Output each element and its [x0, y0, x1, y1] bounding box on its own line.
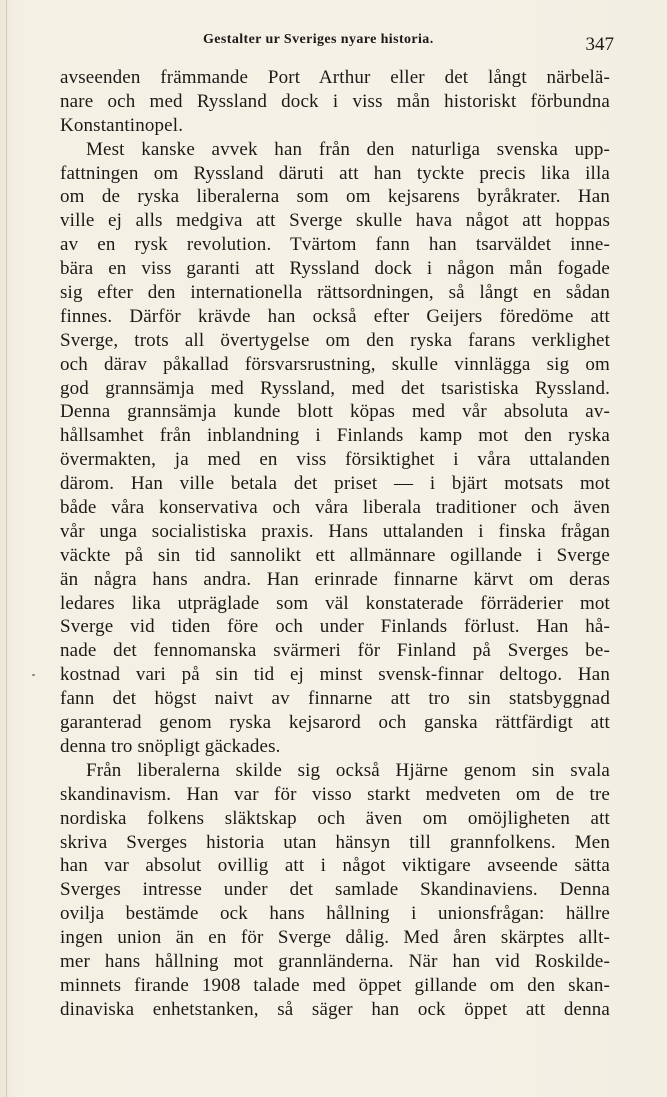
- text-line: ledares lika utpräglade som väl konstaterade förräderier mot: [60, 592, 610, 614]
- text-line: ingen union än en för Sverge dålig. Med åren skärptes allt-: [60, 927, 610, 949]
- text-line: nade det fennomanska svärmeri för Finland på Sverges be-: [60, 640, 610, 662]
- text-line: Mest kanske avvek han från den naturliga svenska upp-: [86, 138, 610, 160]
- page-header: [60, 28, 618, 58]
- text-line: minnets firande 1908 talade med öppet gillande om den skan-: [60, 974, 610, 996]
- running-title: Gestalter ur Sveriges nyare historia.: [203, 32, 434, 47]
- body-text: [60, 66, 610, 1022]
- paper-speck: [32, 674, 35, 676]
- text-line: ville ej alls medgiva att Sverge skulle hava något att hoppas: [60, 210, 610, 232]
- text-line: Sverges intresse under det samlade Skandinaviens. Denna: [60, 879, 610, 901]
- page-number: 347: [585, 34, 614, 55]
- text-line: nare och med Ryssland dock i viss mån historiskt förbundna: [60, 90, 610, 112]
- text-line: om de ryska liberalerna som om kejsarens byråkrater. Han: [60, 186, 610, 208]
- text-line: avseenden främmande Port Arthur eller det långt närbelä-: [60, 67, 610, 88]
- text-line: god grannsämja med Ryssland, med det tsaristiska Ryssland.: [60, 377, 610, 399]
- text-line: kostnad vari på sin tid ej minst svensk-finnar deltogo. Han: [60, 664, 610, 686]
- text-line: mer hans hållning mot grannländerna. När han vid Roskilde-: [60, 950, 610, 972]
- text-line: och därav påkallad försvarsrustning, skulle vinnlägga sig om: [60, 353, 610, 375]
- text-line: denna tro snöpligt gäckades.: [60, 735, 281, 757]
- text-line: väckte på sin tid sannolikt ett allmännare ogillande i Sverge: [60, 544, 610, 566]
- text-line: garanterad genom ryska kejsarord och ganska rättfärdigt att: [60, 712, 610, 734]
- text-line: Sverge vid tiden före och under Finlands förlust. Han hå-: [60, 616, 610, 638]
- text-line: hållsamhet från inblandning i Finlands kamp mot den ryska: [60, 425, 610, 447]
- text-line: nordiska folkens släktskap och även om omöjligheten att: [60, 807, 610, 829]
- text-line: Sverge, trots all övertygelse om den ryska farans verklighet: [60, 329, 610, 351]
- text-line: övermakten, ja med en viss försiktighet i våra uttalanden: [60, 449, 610, 471]
- text-line: av en rysk revolution. Tvärtom fann han tsarväldet inne-: [60, 234, 610, 256]
- text-line: finnes. Därför krävde han också efter Geijers föredöme att: [60, 305, 610, 327]
- text-line: Denna grannsämja kunde blott köpas med vår absoluta av-: [60, 401, 610, 423]
- text-line: både våra konservativa och våra liberala traditioner och även: [60, 497, 610, 519]
- text-line: skriva Sverges historia utan hänsyn till grannfolkens. Men: [60, 831, 610, 853]
- text-line: skandinavism. Han var för visso starkt medveten om de tre: [60, 783, 610, 805]
- text-line: fann det högst naivt av finnarne att tro sin statsbyggnad: [60, 688, 610, 710]
- text-line: Från liberalerna skilde sig också Hjärne genom sin svala: [86, 759, 610, 781]
- text-line: fattningen om Ryssland däruti att han tyckte precis lika illa: [60, 162, 610, 184]
- text-line: ovilja bestämde ock hans hållning i unionsfrågan: hällre: [60, 903, 610, 925]
- text-line: han var absolut ovillig att i något viktigare avseende sätta: [60, 855, 610, 877]
- page-gutter-edge: [6, 0, 7, 1097]
- text-line: sig efter den internationella rättsordningen, så långt en sådan: [60, 282, 610, 304]
- text-line: bära en viss garanti att Ryssland dock i någon mån fogade: [60, 258, 610, 280]
- text-line: än några hans andra. Han erinrade finnarne kärvt om deras: [60, 568, 610, 590]
- text-line: därom. Han ville betala det priset — i bjärt motsats mot: [60, 473, 610, 495]
- text-line: Konstantinopel.: [60, 114, 184, 136]
- text-line: vår unga socialistiska praxis. Hans uttalanden i finska frågan: [60, 520, 610, 542]
- text-line: dinaviska enhetstanken, så säger han ock öppet att denna: [60, 998, 610, 1020]
